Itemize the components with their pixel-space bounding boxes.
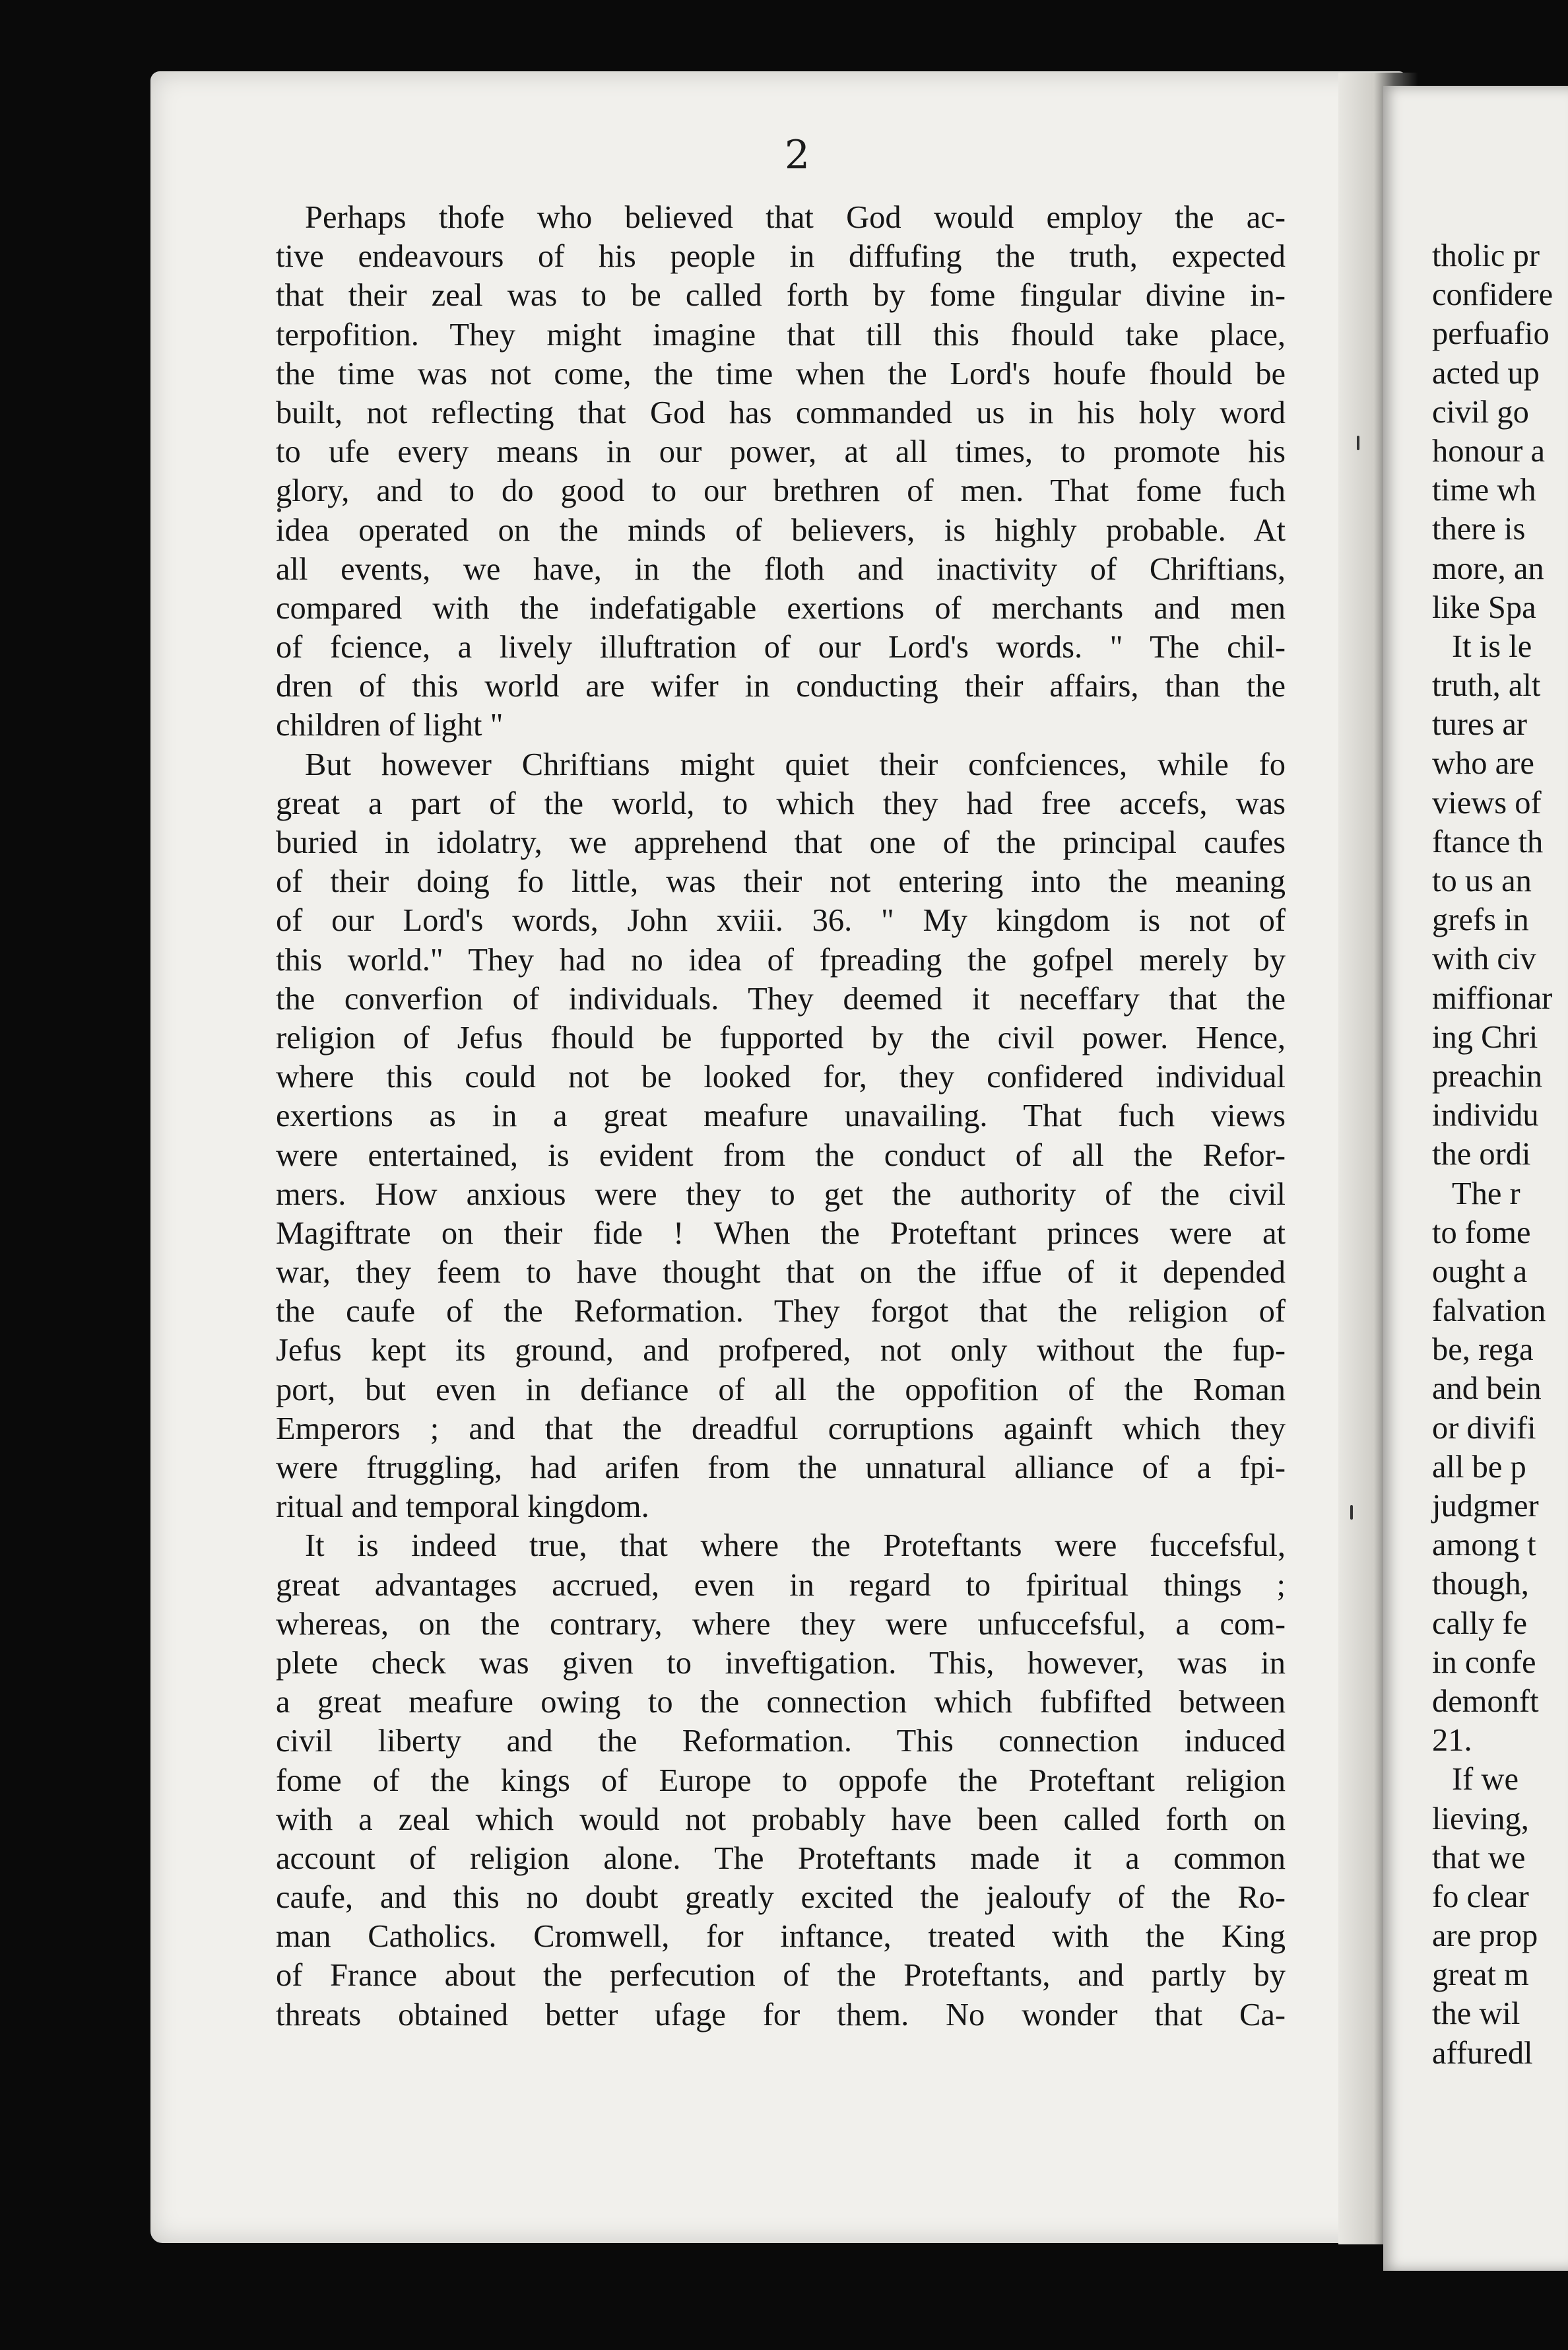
right-page-text (1432, 236, 1568, 2073)
text-line: perfuafio (1432, 316, 1550, 352)
text-line: acted up (1432, 355, 1540, 391)
text-line: this world." They had no idea of fpreading the gofpel merely by (276, 942, 1286, 978)
text-line: among t (1432, 1528, 1536, 1563)
text-line: to ufe every means in our power, at all times, to promote his (276, 434, 1286, 470)
text-line: of fcience, a lively illuftration of our Lord's words. " The chil- (276, 630, 1286, 665)
page-number: 2 (784, 132, 810, 178)
text-line: port, but even in defiance of all the oppofition of the Roman (276, 1372, 1286, 1407)
text-line: civil liberty and the Reformation. This connection induced (276, 1724, 1286, 1759)
text-line: who are (1432, 746, 1534, 782)
text-line: time wh (1432, 473, 1536, 508)
text-line: to fome (1432, 1215, 1531, 1250)
text-line: cally fe (1432, 1605, 1528, 1641)
text-line: falvation (1432, 1293, 1546, 1329)
text-line: account of religion alone. The Proteftants made it a common (276, 1840, 1286, 1876)
text-line: idea operated on the minds of believers, is highly probable. At (276, 512, 1286, 548)
text-line: plete check was given to inveftigation. This, however, was in (276, 1645, 1286, 1681)
text-line: where this could not be looked for, they confidered individual (276, 1059, 1286, 1095)
text-line: caufe, and this no doubt greatly excited the jealoufy of the Ro- (276, 1880, 1286, 1916)
text-line: a great meafure owing to the connection which fubfifted between (276, 1685, 1286, 1720)
text-line: though, (1432, 1566, 1529, 1602)
text-line: the converfion of individuals. They deemed it neceffary that the (276, 981, 1286, 1017)
text-line: grefs in (1432, 902, 1529, 938)
ink-speck (1350, 1505, 1353, 1520)
text-line: demonft (1432, 1683, 1539, 1719)
text-line: Perhaps thofe who believed that God would employ the ac- (305, 200, 1286, 235)
text-line: of their doing fo little, was their not entering into the meaning (276, 864, 1286, 900)
text-line: great m (1432, 1957, 1529, 1993)
text-line: glory, and to do good to our brethren of men. That fome fuch (276, 473, 1286, 509)
text-line: religion of Jefus fhould be fupported by the civil power. Hence, (276, 1020, 1286, 1056)
text-line: affuredl (1432, 2035, 1533, 2071)
text-line: individu (1432, 1098, 1539, 1133)
text-line: ought a (1432, 1254, 1528, 1289)
text-line: ftance th (1432, 824, 1544, 859)
text-line: lieving, (1432, 1801, 1529, 1836)
text-line: compared with the indefatigable exertions of merchants and men (276, 590, 1286, 626)
text-line: there is (1432, 512, 1526, 547)
text-line: civil go (1432, 394, 1529, 430)
text-line: man Catholics. Cromwell, for inftance, treated with the King (276, 1919, 1286, 1955)
text-line: the caufe of the Reformation. They forgot that the religion of (276, 1294, 1286, 1329)
ink-speck (1357, 436, 1359, 450)
text-line: of our Lord's words, John xviii. 36. " My kingdom is not of (276, 903, 1286, 939)
text-line: fome of the kings of Europe to oppofe the Proteftant religion (276, 1762, 1286, 1798)
text-line: great advantages accrued, even in regard to fpiritual things ; (276, 1567, 1286, 1603)
text-line: and bein (1432, 1371, 1542, 1407)
text-line: It is indeed true, that where the Proteftants were fuccefsful, (305, 1528, 1286, 1564)
text-line: children of light " (276, 708, 504, 743)
text-line: the ordi (1432, 1137, 1531, 1172)
text-line: terpofition. They might imagine that till this fhould take place, (276, 317, 1286, 352)
text-line: judgmer (1432, 1489, 1539, 1524)
text-line: 21. (1432, 1723, 1472, 1759)
text-line: that we (1432, 1840, 1526, 1875)
text-line: But however Chriftians might quiet their confciences, while fo (305, 747, 1286, 782)
text-line: threats obtained better ufage for them. No wonder that Ca- (276, 1997, 1286, 2032)
text-line: dren of this world are wifer in conducting their affairs, than the (276, 669, 1286, 704)
text-line: like Spa (1432, 589, 1536, 625)
text-line: If we (1452, 1762, 1519, 1797)
text-line: whereas, on the contrary, where they were unfuccefsful, a com- (276, 1606, 1286, 1642)
text-line: to us an (1432, 863, 1532, 898)
text-line: with civ (1432, 941, 1536, 977)
text-line: Jefus kept its ground, and profpered, not only without the fup- (276, 1333, 1286, 1368)
text-line: fo clear (1432, 1879, 1529, 1914)
text-line: war, they feem to have thought that on the iffue of it depended (276, 1255, 1286, 1291)
text-line: ritual and temporal kingdom. (276, 1489, 649, 1525)
text-line: the time was not come, the time when the Lord's houfe fhould be (276, 356, 1286, 391)
text-line: tive endeavours of his people in diffufing the truth, expected (276, 239, 1286, 275)
text-line: confidere (1432, 277, 1553, 313)
text-line: honour a (1432, 433, 1546, 469)
text-line: the wil (1432, 1996, 1520, 2032)
text-line: truth, alt (1432, 668, 1541, 704)
text-line: preachin (1432, 1058, 1542, 1094)
text-line: ing Chri (1432, 1019, 1538, 1055)
text-line: of France about the perfecution of the Proteftants, and partly by (276, 1958, 1286, 1994)
text-line: with a zeal which would not probably have been called forth on (276, 1801, 1286, 1837)
text-line: built, not reflecting that God has commanded us in his holy word (276, 395, 1286, 430)
text-line: The r (1452, 1176, 1520, 1211)
text-line: are prop (1432, 1918, 1538, 1954)
text-line: Magiftrate on their fide ! When the Proteftant princes were at (276, 1215, 1286, 1251)
text-line: be, rega (1432, 1332, 1534, 1368)
text-line: all be p (1432, 1449, 1526, 1485)
text-line: tholic pr (1432, 238, 1540, 273)
text-line: or divifi (1432, 1410, 1536, 1446)
text-line: more, an (1432, 551, 1544, 586)
text-line: buried in idolatry, we apprehend that one of the principal caufes (276, 825, 1286, 860)
text-line: Emperors ; and that the dreadful corruptions againft which they (276, 1411, 1286, 1446)
text-line: tures ar (1432, 707, 1528, 743)
text-line: that their zeal was to be called forth by fome fingular divine in- (276, 278, 1286, 314)
left-page-text (276, 198, 1286, 2034)
text-line: were ftruggling, had arifen from the unnatural alliance of a fpi- (276, 1450, 1286, 1485)
text-line: mers. How anxious were they to get the authority of the civil (276, 1176, 1286, 1212)
text-line: all events, we have, in the floth and inactivity of Chriftians, (276, 551, 1286, 587)
text-line: views of (1432, 785, 1542, 821)
text-line: exertions as in a great meafure unavailing. That fuch views (276, 1098, 1286, 1134)
ink-speck (277, 508, 281, 512)
text-line: great a part of the world, to which they had free accefs, was (276, 786, 1286, 821)
text-line: miffionar (1432, 980, 1553, 1016)
text-line: It is le (1452, 628, 1532, 664)
text-line: in confe (1432, 1644, 1536, 1680)
text-line: were entertained, is evident from the conduct of all the Refor- (276, 1137, 1286, 1173)
